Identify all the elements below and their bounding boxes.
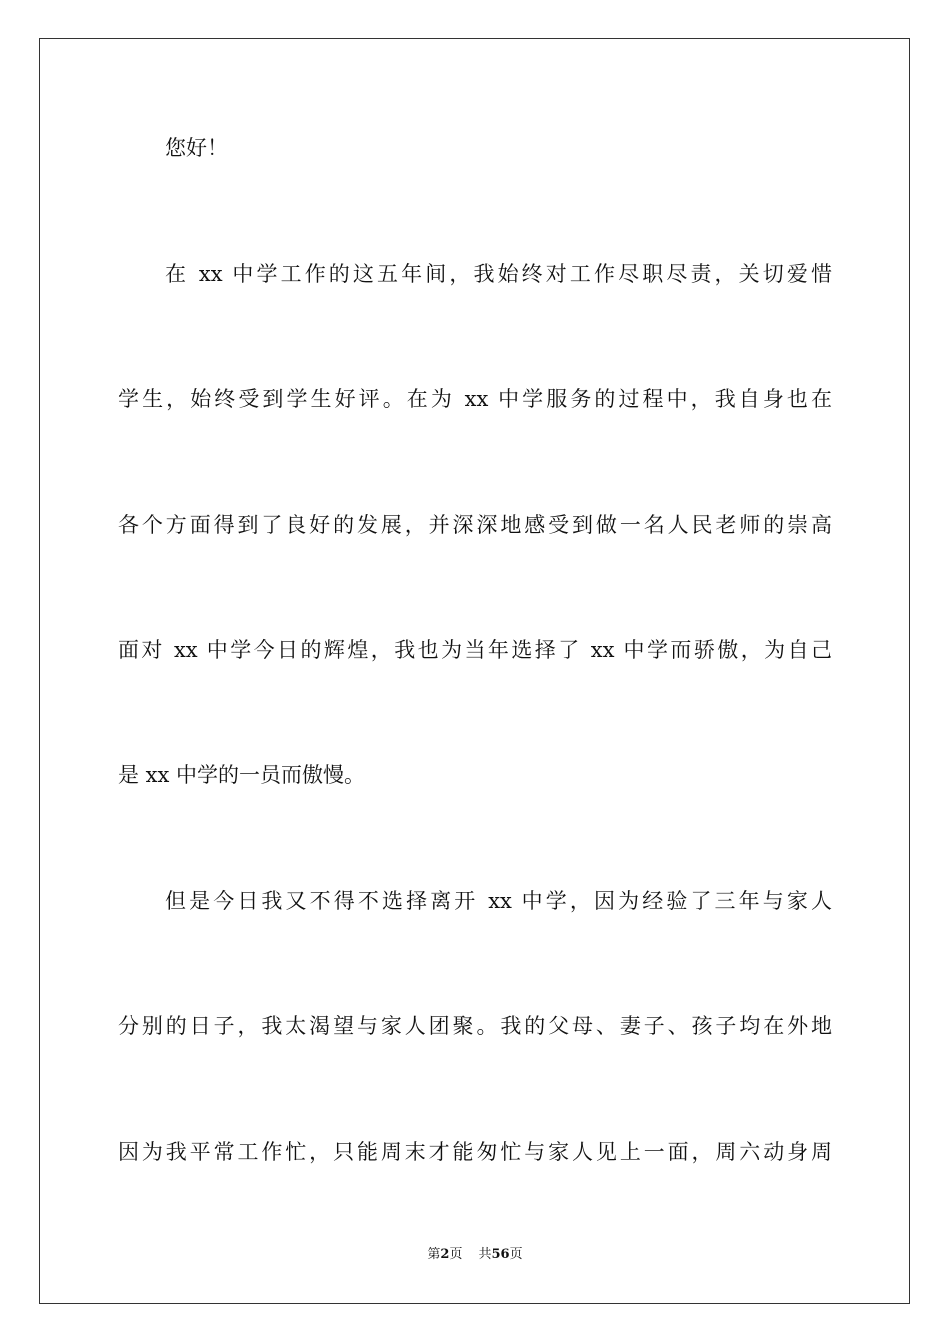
paragraph-1-line-5: 是 xx 中学的一员而傲慢。: [118, 763, 366, 787]
footer-page-number: 2: [440, 1247, 450, 1262]
paragraph-1-line-1: 在 xx 中学工作的这五年间，我始终对工作尽职尽责，关切爱惜: [165, 262, 832, 286]
paragraph-1-line-3: 各个方面得到了良好的发展，并深深地感受到做一名人民老师的崇高: [118, 513, 832, 537]
footer-total-prefix: 共: [478, 1247, 492, 1262]
paragraph-2-line-2: 分别的日子，我太渴望与家人团聚。我的父母、妻子、孩子均在外地: [118, 1014, 832, 1038]
paragraph-1-line-2: 学生，始终受到学生好评。在为 xx 中学服务的过程中，我自身也在: [118, 387, 832, 411]
paragraph-1-line-4: 面对 xx 中学今日的辉煌，我也为当年选择了 xx 中学而骄傲，为自己: [118, 638, 832, 662]
paragraph-2-line-1: 但是今日我又不得不选择离开 xx 中学，因为经验了三年与家人: [165, 889, 832, 913]
page-border: [39, 38, 910, 1304]
paragraph-2-line-3: 因为我平常工作忙，只能周末才能匆忙与家人见上一面，周六动身周: [118, 1140, 832, 1164]
footer-total-pages: 56: [491, 1247, 510, 1262]
salutation-line: 您好！: [165, 136, 228, 160]
footer-total-suffix: 页: [509, 1247, 523, 1262]
page-footer: [0, 1246, 950, 1264]
footer-page-suffix: 页: [449, 1247, 463, 1262]
footer-page-prefix: 第: [427, 1247, 441, 1262]
